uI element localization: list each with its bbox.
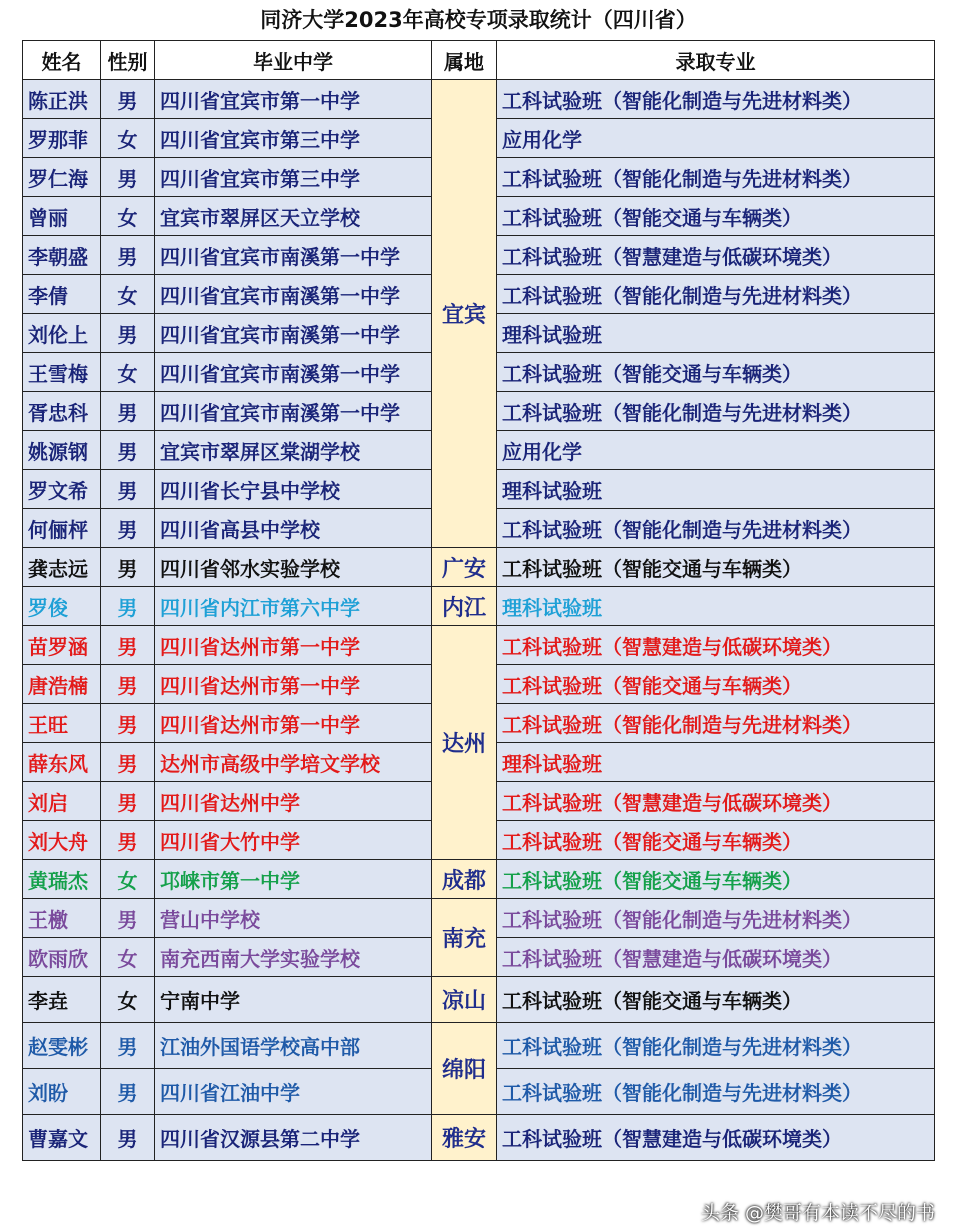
cell-school: 四川省宜宾市南溪第一中学 <box>155 392 432 431</box>
header-name: 姓名 <box>23 41 101 80</box>
cell-gender: 男 <box>101 782 155 821</box>
cell-major: 工科试验班（智能化制造与先进材料类） <box>497 509 935 548</box>
cell-school: 南充西南大学实验学校 <box>155 938 432 977</box>
cell-school: 四川省内江市第六中学 <box>155 587 432 626</box>
cell-name: 姚源钢 <box>23 431 101 470</box>
cell-school: 邛崃市第一中学 <box>155 860 432 899</box>
cell-school: 四川省宜宾市南溪第一中学 <box>155 314 432 353</box>
admission-table <box>22 40 935 1161</box>
cell-gender: 男 <box>101 665 155 704</box>
cell-major: 工科试验班（智慧建造与低碳环境类） <box>497 938 935 977</box>
table-row <box>23 587 935 626</box>
cell-school: 江油外国语学校高中部 <box>155 1023 432 1069</box>
cell-name: 唐浩楠 <box>23 665 101 704</box>
cell-school: 四川省大竹中学 <box>155 821 432 860</box>
cell-gender: 女 <box>101 197 155 236</box>
cell-major: 工科试验班（智能交通与车辆类） <box>497 665 935 704</box>
cell-gender: 女 <box>101 275 155 314</box>
cell-major: 工科试验班（智能交通与车辆类） <box>497 197 935 236</box>
cell-name: 胥忠科 <box>23 392 101 431</box>
cell-gender: 男 <box>101 587 155 626</box>
cell-school: 四川省宜宾市南溪第一中学 <box>155 236 432 275</box>
cell-region: 凉山 <box>432 977 497 1023</box>
cell-name: 刘伦上 <box>23 314 101 353</box>
cell-school: 四川省宜宾市第三中学 <box>155 119 432 158</box>
cell-name: 李垚 <box>23 977 101 1023</box>
cell-name: 曾丽 <box>23 197 101 236</box>
cell-name: 罗仁海 <box>23 158 101 197</box>
cell-name: 王檄 <box>23 899 101 938</box>
cell-school: 四川省宜宾市南溪第一中学 <box>155 275 432 314</box>
cell-major: 工科试验班（智能化制造与先进材料类） <box>497 158 935 197</box>
table-row <box>23 626 935 665</box>
cell-school: 四川省长宁县中学校 <box>155 470 432 509</box>
cell-school: 四川省邻水实验学校 <box>155 548 432 587</box>
cell-major: 工科试验班（智能交通与车辆类） <box>497 860 935 899</box>
cell-gender: 男 <box>101 314 155 353</box>
cell-school: 四川省达州市第一中学 <box>155 626 432 665</box>
cell-region: 宜宾 <box>432 80 497 548</box>
page-title: 同济大学2023年高校专项录取统计（四川省） <box>260 8 697 32</box>
cell-gender: 女 <box>101 977 155 1023</box>
cell-major: 理科试验班 <box>497 314 935 353</box>
cell-gender: 男 <box>101 899 155 938</box>
table-header-row <box>23 41 935 80</box>
cell-school: 四川省达州市第一中学 <box>155 704 432 743</box>
table-row <box>23 1023 935 1069</box>
cell-gender: 女 <box>101 119 155 158</box>
cell-region: 内江 <box>432 587 497 626</box>
cell-gender: 男 <box>101 470 155 509</box>
cell-major: 工科试验班（智慧建造与低碳环境类） <box>497 626 935 665</box>
cell-school: 宁南中学 <box>155 977 432 1023</box>
cell-school: 宜宾市翠屏区棠湖学校 <box>155 431 432 470</box>
header-gender: 性别 <box>101 41 155 80</box>
table-row <box>23 548 935 587</box>
cell-major: 工科试验班（智能化制造与先进材料类） <box>497 704 935 743</box>
cell-region: 达州 <box>432 626 497 860</box>
cell-major: 工科试验班（智能交通与车辆类） <box>497 821 935 860</box>
table-row <box>23 80 935 119</box>
cell-gender: 男 <box>101 509 155 548</box>
table-row <box>23 899 935 938</box>
header-region: 属地 <box>432 41 497 80</box>
cell-major: 工科试验班（智能交通与车辆类） <box>497 548 935 587</box>
cell-region: 南充 <box>432 899 497 977</box>
cell-name: 刘大舟 <box>23 821 101 860</box>
cell-region: 广安 <box>432 548 497 587</box>
cell-name: 罗那菲 <box>23 119 101 158</box>
cell-name: 李朝盛 <box>23 236 101 275</box>
cell-school: 达州市高级中学培文学校 <box>155 743 432 782</box>
cell-major: 工科试验班（智能交通与车辆类） <box>497 977 935 1023</box>
cell-name: 王旺 <box>23 704 101 743</box>
cell-major: 工科试验班（智能化制造与先进材料类） <box>497 80 935 119</box>
cell-major: 工科试验班（智能化制造与先进材料类） <box>497 899 935 938</box>
cell-name: 赵雯彬 <box>23 1023 101 1069</box>
cell-gender: 女 <box>101 938 155 977</box>
cell-gender: 男 <box>101 626 155 665</box>
cell-name: 刘启 <box>23 782 101 821</box>
cell-gender: 男 <box>101 548 155 587</box>
cell-school: 四川省达州市第一中学 <box>155 665 432 704</box>
cell-name: 欧雨欣 <box>23 938 101 977</box>
cell-gender: 男 <box>101 743 155 782</box>
cell-gender: 男 <box>101 158 155 197</box>
cell-name: 陈正洪 <box>23 80 101 119</box>
cell-major: 工科试验班（智能化制造与先进材料类） <box>497 1069 935 1115</box>
cell-school: 四川省江油中学 <box>155 1069 432 1115</box>
table-row <box>23 1115 935 1161</box>
cell-major: 工科试验班（智慧建造与低碳环境类） <box>497 1115 935 1161</box>
cell-gender: 女 <box>101 860 155 899</box>
header-school: 毕业中学 <box>155 41 432 80</box>
cell-name: 李倩 <box>23 275 101 314</box>
cell-name: 刘盼 <box>23 1069 101 1115</box>
cell-major: 工科试验班（智能化制造与先进材料类） <box>497 392 935 431</box>
cell-name: 苗罗涵 <box>23 626 101 665</box>
cell-gender: 男 <box>101 80 155 119</box>
cell-school: 四川省高县中学校 <box>155 509 432 548</box>
table-body <box>23 80 935 1161</box>
cell-school: 四川省汉源县第二中学 <box>155 1115 432 1161</box>
cell-major: 应用化学 <box>497 431 935 470</box>
cell-name: 罗文希 <box>23 470 101 509</box>
cell-gender: 男 <box>101 431 155 470</box>
cell-major: 工科试验班（智慧建造与低碳环境类） <box>497 236 935 275</box>
cell-name: 罗俊 <box>23 587 101 626</box>
cell-major: 工科试验班（智慧建造与低碳环境类） <box>497 782 935 821</box>
table-row <box>23 860 935 899</box>
cell-gender: 男 <box>101 236 155 275</box>
cell-region: 成都 <box>432 860 497 899</box>
cell-major: 理科试验班 <box>497 470 935 509</box>
cell-major: 工科试验班（智能化制造与先进材料类） <box>497 275 935 314</box>
cell-school: 四川省宜宾市第一中学 <box>155 80 432 119</box>
cell-name: 龚志远 <box>23 548 101 587</box>
cell-gender: 男 <box>101 1023 155 1069</box>
cell-gender: 男 <box>101 821 155 860</box>
cell-major: 工科试验班（智能交通与车辆类） <box>497 353 935 392</box>
cell-gender: 男 <box>101 392 155 431</box>
cell-name: 曹嘉文 <box>23 1115 101 1161</box>
cell-school: 四川省达州中学 <box>155 782 432 821</box>
cell-gender: 男 <box>101 704 155 743</box>
cell-gender: 男 <box>101 1069 155 1115</box>
table-row <box>23 977 935 1023</box>
cell-name: 薛东风 <box>23 743 101 782</box>
cell-major: 理科试验班 <box>497 587 935 626</box>
cell-major: 理科试验班 <box>497 743 935 782</box>
cell-name: 王雪梅 <box>23 353 101 392</box>
cell-school: 四川省宜宾市第三中学 <box>155 158 432 197</box>
cell-gender: 女 <box>101 353 155 392</box>
cell-major: 工科试验班（智能化制造与先进材料类） <box>497 1023 935 1069</box>
header-major: 录取专业 <box>497 41 935 80</box>
cell-name: 何俪枰 <box>23 509 101 548</box>
watermark: 头条 @樊哥有本读不尽的书 <box>700 1202 935 1224</box>
cell-region: 绵阳 <box>432 1023 497 1115</box>
cell-school: 宜宾市翠屏区天立学校 <box>155 197 432 236</box>
cell-major: 应用化学 <box>497 119 935 158</box>
cell-school: 营山中学校 <box>155 899 432 938</box>
cell-name: 黄瑞杰 <box>23 860 101 899</box>
cell-gender: 男 <box>101 1115 155 1161</box>
cell-region: 雅安 <box>432 1115 497 1161</box>
cell-school: 四川省宜宾市南溪第一中学 <box>155 353 432 392</box>
